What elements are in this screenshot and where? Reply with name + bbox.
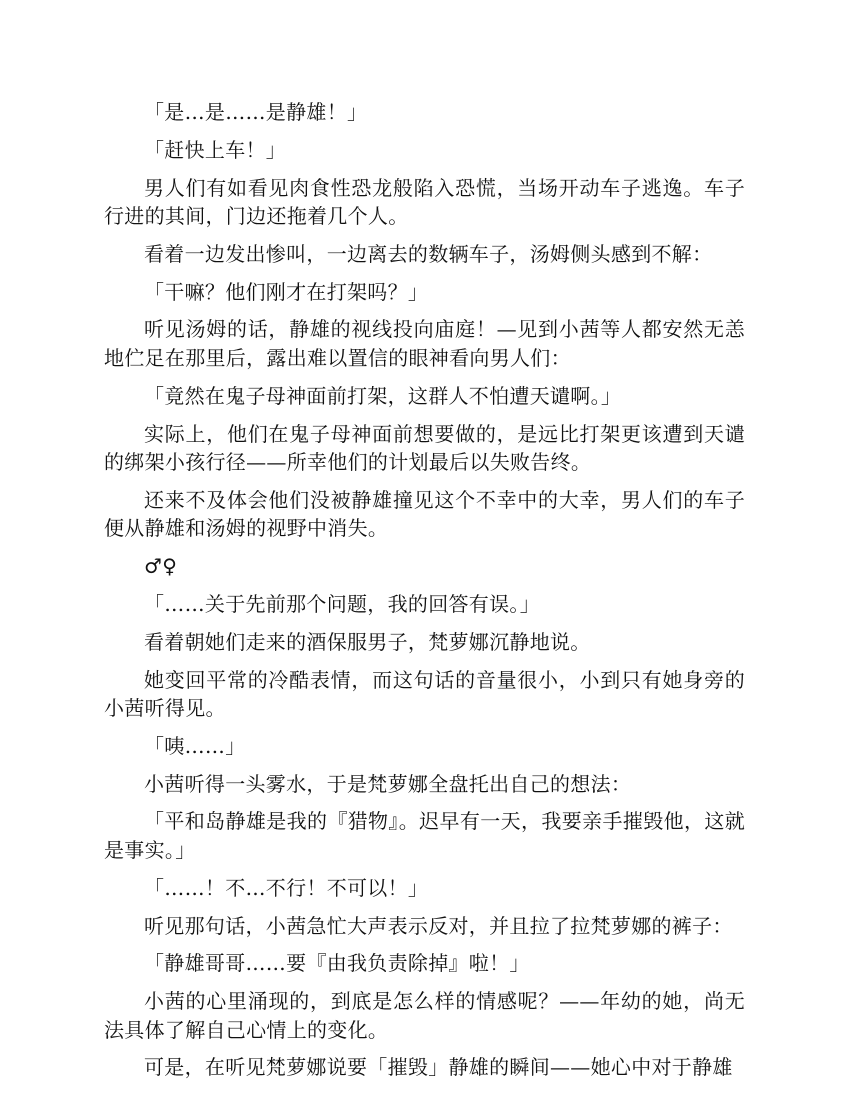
paragraph-9: 还来不及体会他们没被静雄撞见这个不幸中的大幸，男人们的车子便从静雄和汤姆的视野中消失。: [104, 487, 745, 541]
paragraph-5: 「干嘛？他们刚才在打架吗？」: [144, 279, 429, 304]
paragraph-3: 男人们有如看见肉食性恐龙般陷入恐慌，当场开动车子逃逸。车子行进的其间，门边还拖着几个人。: [104, 175, 745, 229]
novel-text-body: [104, 98, 745, 1091]
paragraph-6: 听见汤姆的话，静雄的视线投向庙庭！—见到小茜等人都安然无恙地伫足在那里后，露出难以置信的眼神看向男人们：: [104, 317, 745, 370]
paragraph-16: 「平和岛静雄是我的『猎物』。迟早有一天，我要亲手摧毁他，这就是事实。」: [104, 809, 745, 862]
paragraph-13: 她变回平常的冷酷表情，而这句话的音量很小，小到只有她身旁的小茜听得见。: [104, 667, 745, 721]
paragraph-17: 「……！不…不行！不可以！」: [144, 875, 429, 900]
paragraph-14: 「咦……」: [144, 733, 246, 758]
section-break-symbol: ♂♀: [144, 554, 178, 579]
paragraph-2: 「赶快上车！」: [144, 137, 287, 162]
paragraph-12: 看着朝她们走来的酒保服男子，梵萝娜沉静地说。: [144, 629, 591, 654]
paragraph-15: 小茜听得一头雾水，于是梵萝娜全盘托出自己的想法：: [144, 771, 632, 796]
paragraph-21: 可是，在听见梵萝娜说要「摧毁」静雄的瞬间——她心中对于静雄: [144, 1055, 733, 1080]
paragraph-19: 「静雄哥哥……要『由我负责除掉』啦！」: [144, 951, 530, 976]
paragraph-7: 「竟然在鬼子母神面前打架，这群人不怕遭天谴啊。」: [144, 383, 622, 408]
paragraph-11: 「……关于先前那个问题，我的回答有误。」: [144, 591, 540, 616]
paragraph-18: 听见那句话，小茜急忙大声表示反对，并且拉了拉梵萝娜的裤子：: [144, 913, 733, 938]
paragraph-1: 「是…是……是静雄！」: [144, 100, 368, 124]
paragraph-8: 实际上，他们在鬼子母神面前想要做的，是远比打架更该遭到天谴的绑架小孩行径——所幸他们的计划最后以失败告终。: [104, 421, 745, 475]
paragraph-20: 小茜的心里涌现的，到底是怎么样的情感呢？——年幼的她，尚无法具体了解自己心情上的变化。: [104, 989, 745, 1042]
paragraph-4: 看着一边发出惨叫，一边离去的数辆车子，汤姆侧头感到不解：: [144, 241, 713, 266]
